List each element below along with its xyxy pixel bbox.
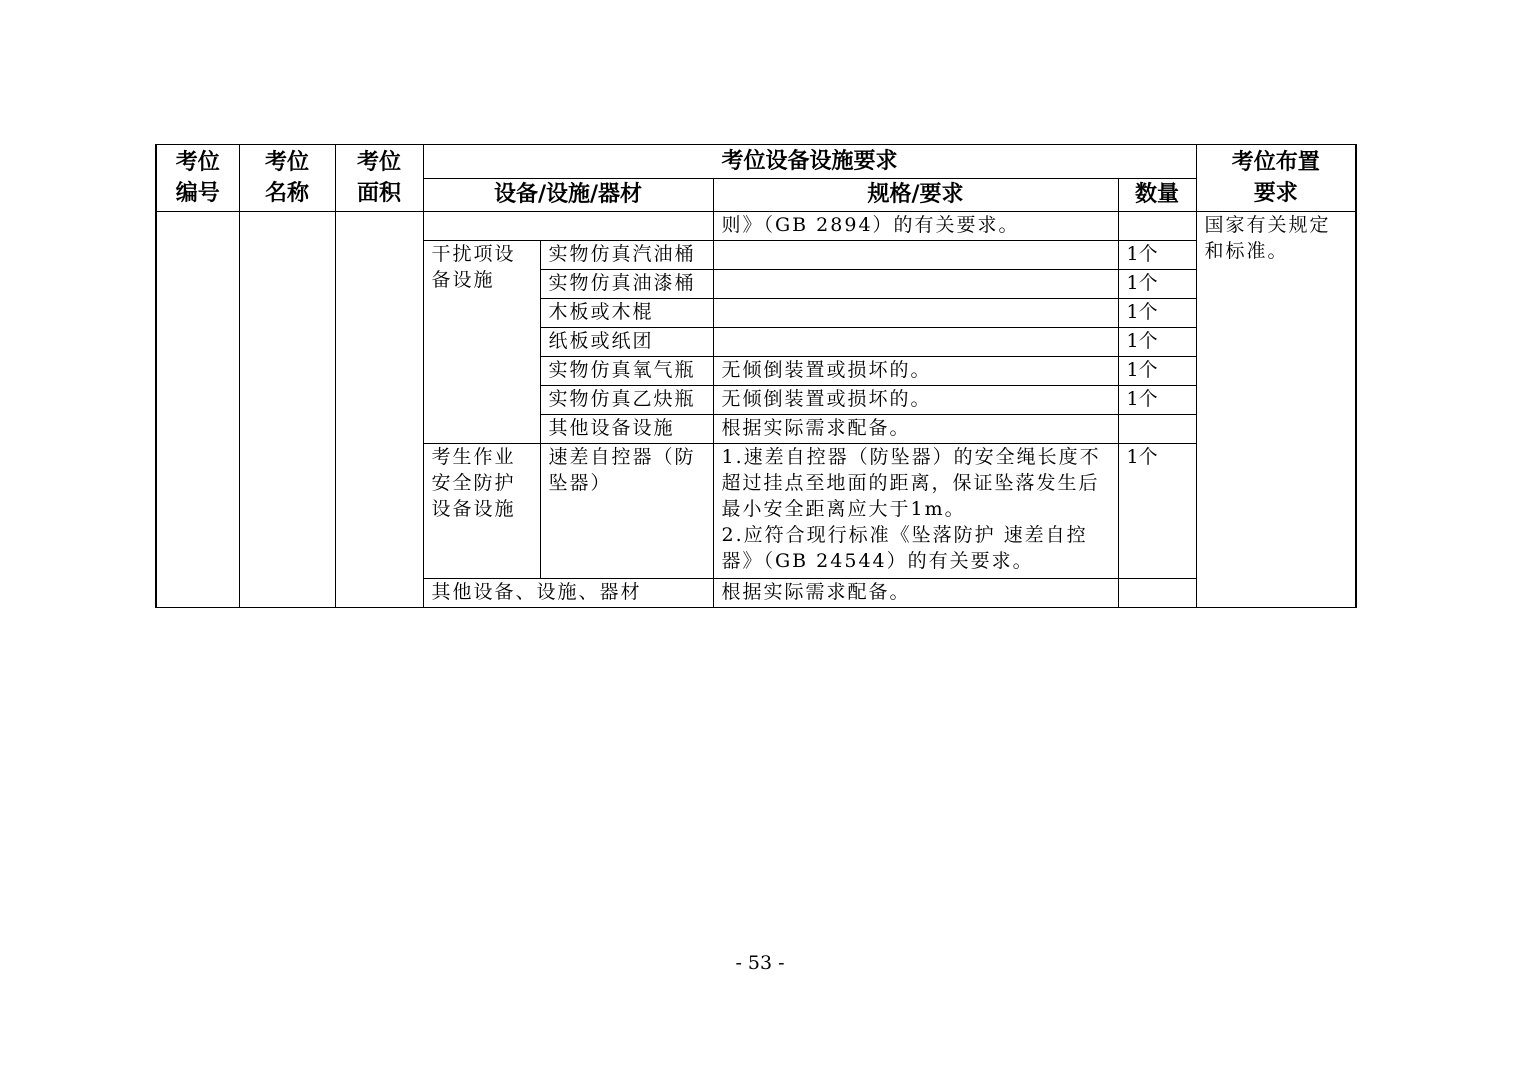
item-qty: 1个 <box>1118 270 1196 299</box>
item-name: 实物仿真乙炔瓶 <box>540 386 713 415</box>
item-spec <box>713 299 1118 328</box>
item-qty: 1个 <box>1118 357 1196 386</box>
item-spec <box>713 444 1118 579</box>
item-spec: 无倾倒装置或损坏的。 <box>713 386 1118 415</box>
header-spec: 规格/要求 <box>713 179 1118 212</box>
cell-qty-continued <box>1118 212 1196 241</box>
item-name: 其他设备设施 <box>540 415 713 444</box>
item-name: 其他设备、设施、器材 <box>423 579 713 608</box>
page-number: - 53 - <box>735 952 785 974</box>
header-exam-id: 考位 编号 <box>156 145 239 212</box>
equipment-table <box>155 144 1357 608</box>
group-safety-protection-equipment: 考生作业安全防护设备设施 <box>423 444 540 579</box>
header-quantity: 数量 <box>1118 179 1196 212</box>
header-exam-name: 考位 名称 <box>239 145 335 212</box>
item-spec: 根据实际需求配备。 <box>713 579 1118 608</box>
item-spec <box>713 241 1118 270</box>
item-qty: 1个 <box>1118 444 1196 579</box>
cell-equipment-continued <box>423 212 713 241</box>
cell-exam-area <box>335 212 423 608</box>
header-equipment-requirements: 考位设备设施要求 <box>423 145 1196 179</box>
item-qty: 1个 <box>1118 299 1196 328</box>
item-qty <box>1118 415 1196 444</box>
spec-line-2: 2.应符合现行标准《坠落防护 速差自控器》（GB 24544）的有关要求。 <box>721 524 1088 572</box>
item-spec <box>713 270 1118 299</box>
item-name: 速差自控器（防坠器） <box>540 444 713 579</box>
item-name: 实物仿真汽油桶 <box>540 241 713 270</box>
item-name: 实物仿真油漆桶 <box>540 270 713 299</box>
cell-spec-continued: 则》（GB 2894）的有关要求。 <box>713 212 1118 241</box>
item-qty: 1个 <box>1118 328 1196 357</box>
item-spec <box>713 328 1118 357</box>
item-qty: 1个 <box>1118 386 1196 415</box>
item-name: 木板或木棍 <box>540 299 713 328</box>
item-spec: 无倾倒装置或损坏的。 <box>713 357 1118 386</box>
cell-exam-id <box>156 212 239 608</box>
spec-line-1: 1.速差自控器（防坠器）的安全绳长度不超过挂点至地面的距离，保证坠落发生后最小安全距离应大于1m。 <box>721 446 1101 520</box>
header-layout-requirements: 考位布置 要求 <box>1196 145 1356 212</box>
header-equipment: 设备/设施/器材 <box>423 179 713 212</box>
item-name: 纸板或纸团 <box>540 328 713 357</box>
group-interference-equipment: 干扰项设备设施 <box>423 241 540 444</box>
item-qty <box>1118 579 1196 608</box>
header-exam-area: 考位 面积 <box>335 145 423 212</box>
item-spec: 根据实际需求配备。 <box>713 415 1118 444</box>
cell-layout-requirement: 国家有关规定和标准。 <box>1196 212 1356 608</box>
item-name: 实物仿真氧气瓶 <box>540 357 713 386</box>
cell-exam-name <box>239 212 335 608</box>
item-qty: 1个 <box>1118 241 1196 270</box>
